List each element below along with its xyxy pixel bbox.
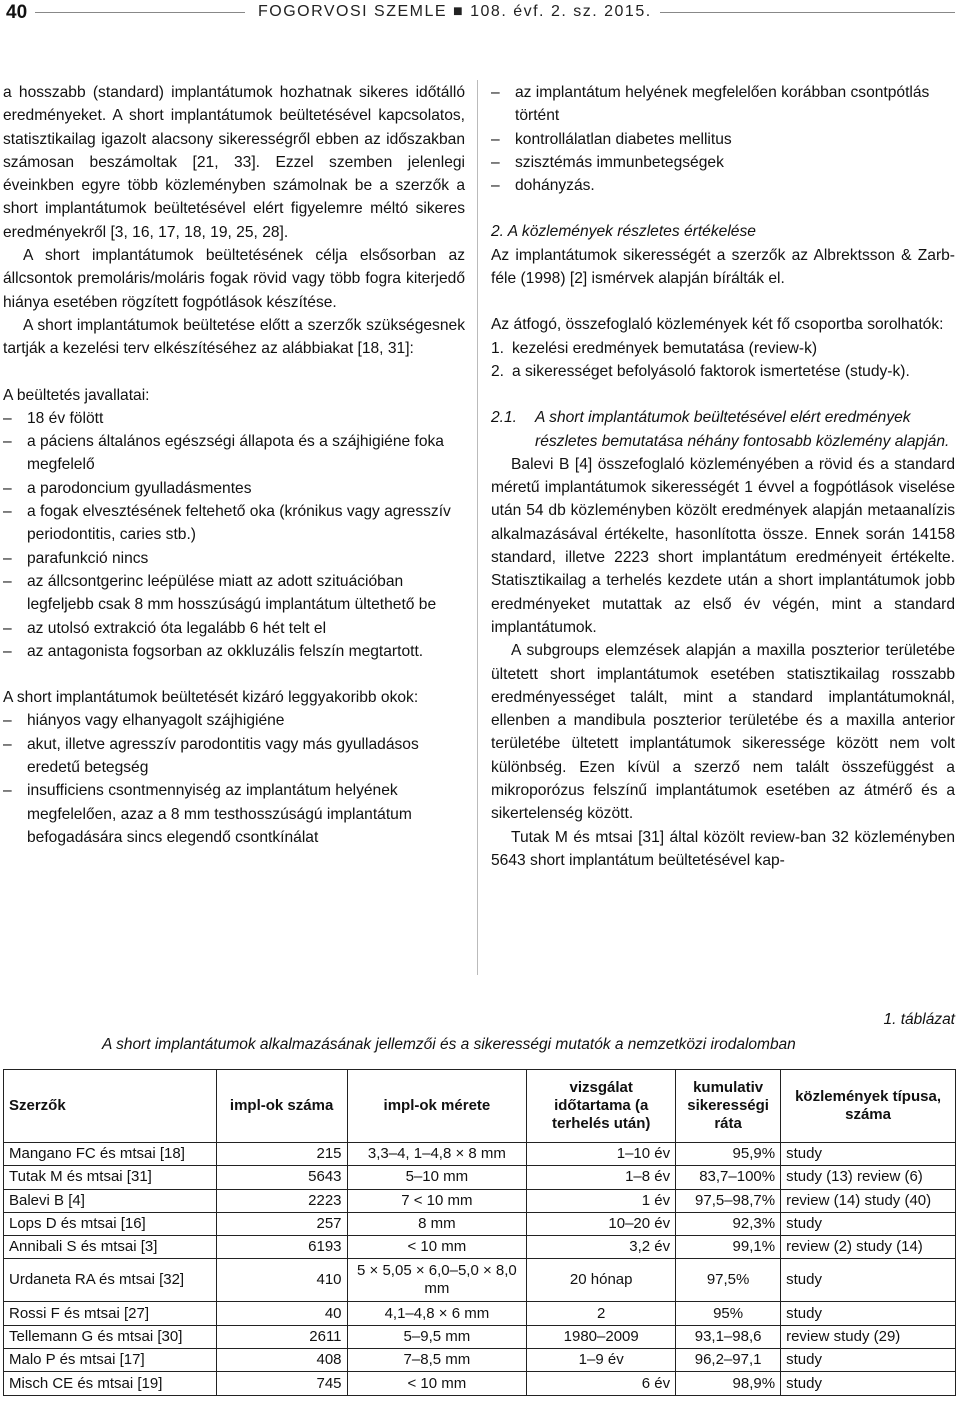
- column-header: vizsgálat időtartama (a terhelés után): [527, 1070, 676, 1143]
- page-header: [0, 0, 960, 30]
- results-table: [3, 1069, 956, 1396]
- table-header-row: [4, 1070, 956, 1143]
- list-item: – a parodoncium gyulladásmentes: [3, 479, 252, 497]
- table-row: Rossi F és mtsai [27] 40 4,1–4,8 × 6 mm 2 95% study: [4, 1302, 956, 1325]
- list-item: 1. kezelési eredmények bemutatása (review-k): [491, 339, 818, 357]
- table-row: Annibali S és mtsai [3] 6193 < 10 mm 3,2 év 99,1% review (2) study (14): [4, 1236, 956, 1259]
- list-item: – kontrollálatlan diabetes mellitus: [491, 130, 732, 148]
- journal-title: FOGORVOSI SZEMLE ■ 108. évf. 2. sz. 2015.: [258, 3, 652, 20]
- table-row: Urdaneta RA és mtsai [32] 410 5 × 5,05 × 6,0–5,0 × 8,0 mm 20 hónap 97,5% study: [4, 1259, 956, 1302]
- list-item: – az implantátum helyének megfelelően korábban csontpótlás történt: [491, 84, 930, 125]
- paragraph: Balevi B [4] összefoglaló közleményében a rövid és a standard méretű implantátumok sikerességét 1 évvel a fogpótlások viselése után 54 db közleményben közölt eredmények alapján metaanalízis alkalmazásával értékelte, hasonlította össze. Ennek során 14158 standard, illetve 2223 short implantátum eredményeit értékelte. Statisztikailag a terhelés kezdete után a short implantátumok jobb eredményeket mutattak az első év végén, mint a standard implantátumok.: [491, 455, 955, 636]
- contra-list: [3, 709, 465, 849]
- list-item: – szisztémás immunbetegségek: [491, 153, 724, 171]
- list-item: 2. a sikerességet befolyásoló faktorok ismertetése (study-k).: [491, 362, 910, 380]
- table-row: Malo P és mtsai [17] 408 7–8,5 mm 1–9 év 96,2–97,1 study: [4, 1349, 956, 1372]
- list-item: – dohányzás.: [491, 177, 595, 195]
- list-item: – insufficiens csontmennyiség az implantátum helyének megfelelően, azaz a 8 mm testhosszúságú implantátum befogadására sincs elegendő csontkínálat: [3, 782, 412, 846]
- table-row: Balevi B [4] 2223 7 < 10 mm 1 év 97,5–98,7% review (14) study (40): [4, 1189, 956, 1212]
- contra-list-cont: [491, 81, 955, 197]
- right-column: [491, 81, 955, 872]
- left-column: [3, 81, 465, 849]
- table-caption: A short implantátumok alkalmazásának jellemzői és a sikerességi mutatók a nemzetközi irodalomban: [102, 1036, 796, 1053]
- list-item: – az antagonista fogsorban az okkluzális felszín megtartott.: [3, 642, 424, 660]
- list-item: – a páciens általános egészségi állapota és a szájhigiéne foka megfelelő: [3, 433, 444, 474]
- header-rule-left: [35, 12, 245, 13]
- column-header: közlemények típusa, száma: [781, 1070, 956, 1143]
- column-header: impl-ok száma: [216, 1070, 347, 1143]
- list-item: – hiányos vagy elhanyagolt szájhigiéne: [3, 712, 285, 730]
- indications-list: [3, 407, 465, 663]
- list-item: – parafunkció nincs: [3, 549, 149, 567]
- table-row: Tutak M és mtsai [31] 5643 5–10 mm 1–8 év 83,7–100% study (13) review (6): [4, 1166, 956, 1189]
- paragraph: Tutak M és mtsai [31] által közölt review-ban 32 közleményben 5643 short implantátum beültetésével kap-: [491, 828, 955, 869]
- list-item: – a fogak elvesztésének feltehető oka (krónikus vagy agresszív periodontitis, caries stb.): [3, 503, 451, 544]
- table-row: Lops D és mtsai [16] 257 8 mm 10–20 év 92,3% study: [4, 1212, 956, 1235]
- paragraph: A short implantátumok beültetésének célja elsősorban az állcsontok premoláris/moláris fogak rövid vagy több fogra kiterjedő hiánya esetében rögzített fogpótlások készítése.: [3, 247, 465, 311]
- indications-heading: A beültetés javallatai:: [3, 386, 150, 404]
- list-item: – az állcsontgerinc leépülése miatt az adott szituációban legfeljebb csak 8 mm hosszúságú implantátum ültethető be: [3, 572, 437, 614]
- page-number: 40: [6, 2, 28, 23]
- contra-heading: A short implantátumok beültetését kizáró leggyakoribb okok:: [3, 689, 419, 707]
- list-item: – az utolsó extrakció óta legalább 6 hét telt el: [3, 619, 327, 637]
- column-header: impl-ok mérete: [347, 1070, 527, 1143]
- section-heading: 2. A közlemények részletes értékelése: [491, 223, 756, 241]
- paragraph: Az implantátumok sikerességét a szerzők az Albrektsson & Zarb-féle (1998) [2] ismérvek alapján bírálták el.: [491, 246, 955, 288]
- header-rule-right: [660, 12, 955, 13]
- table-row: Misch CE és mtsai [19] 745 < 10 mm 6 év 98,9% study: [4, 1372, 956, 1395]
- list-item: – akut, illetve agresszív parodontitis vagy más gyulladásos eredetű betegség: [3, 735, 419, 777]
- list-item: – 18 év fölött: [3, 409, 104, 427]
- column-header: kumulativ sikerességi ráta: [676, 1070, 781, 1143]
- table-row: Tellemann G és mtsai [30] 2611 5–9,5 mm 1980–2009 93,1–98,6 review study (29): [4, 1325, 956, 1348]
- table-label: 1. táblázat: [883, 1011, 955, 1028]
- table-row: Mangano FC és mtsai [18] 215 3,3–4, 1–4,8 × 8 mm 1–10 év 95,9% study: [4, 1143, 956, 1166]
- column-header: Szerzők: [4, 1070, 217, 1143]
- subsection-heading: 2.1. A short implantátumok beültetésével elért eredmények részletes bemutatása néhány fontosabb közlemény alapján.: [491, 409, 950, 450]
- paragraph: Az átfogó, összefoglaló közlemények két fő csoportba sorolhatók:: [491, 316, 944, 334]
- paragraph: a hosszabb (standard) implantátumok hozhatnak sikeres időtálló eredményeket. A short implantátumok beültetésével kapcsolatos, statisztikailag igazolt alacsony sikerességről ebben az időszakban számosan beszámoltak [21, 33]. Ezzel szemben jelenlegi éveinkben egyre több közleményben számolnak be a szerzők a short implantátumok beültetésével elért figyelemre méltó sikeres eredményekről [3, 16, 17, 18, 19, 25, 28].: [3, 84, 465, 241]
- paragraph: A subgroups elemzések alapján a maxilla poszterior területébe ültetett short implantátumok esetében statisztikailag rosszabb eredményességet talált, mint a standard implantátumoknál, ellenben a mandibula poszterior területébe és a maxilla anterior területébe ültetett implantátumok sikeressége között nem volt különbség. Ezen kívül a szerző nem talált összefüggést a mikroporózus felszínű implantátumok esetében az átmérő és a sikertelenség között.: [491, 642, 955, 823]
- paragraph: A short implantátumok beültetése előtt a szerzők szükségesnek tartják a kezelési terv elkészítéséhez az alábbiakat [18, 31]:: [3, 316, 465, 358]
- column-divider: [477, 80, 478, 975]
